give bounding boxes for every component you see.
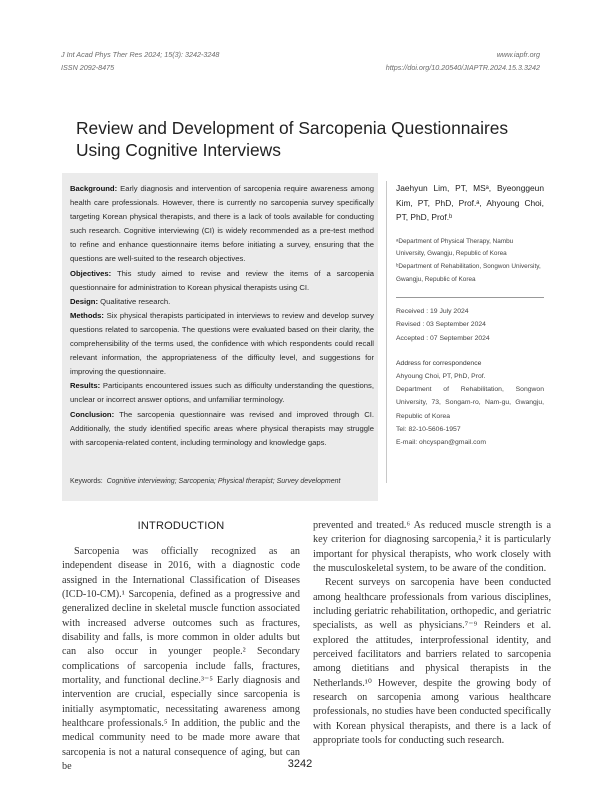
conclusion-label: Conclusion: [70, 409, 115, 419]
paragraph: Sarcopenia was officially recognized as an independent disease in 2016, with a diagnostic code assigned in the International Classification of Diseases (ICD-10-CM).¹ Sarcopenia, defined as a progressive and generalized decline in skeletal muscle function associated with increased adverse outcomes such as fractures, disability and falls, is more common in older adults but can also occur in younger people.² Secondary complications of sarcopenia include falls, fractures, mortality, and functional decline.³⁻⁵ Early diagnosis and intervention are crucial, especially since sarcopenia is initially asymptomatic, necessitating awareness among healthcare professionals.⁵ In addition, the public and the medical community need to be made more aware that sarcopenia is not a natural consequence of aging, but can be [62, 546, 300, 773]
doi-link[interactable]: https://doi.org/10.20540/JIAPTR.2024.15.3.3242 [385, 62, 540, 72]
received-date: Received : 19 July 2024 [396, 307, 469, 315]
website-link[interactable]: www.iapfr.org [496, 50, 540, 59]
title-line-2: Using Cognitive Interviews [76, 140, 281, 160]
body-column-right [313, 519, 551, 749]
page-number: 3242 [287, 758, 313, 770]
issn: ISSN 2092-8475 [61, 62, 115, 72]
abstract-box [62, 173, 378, 501]
abstract-background: Background: Early diagnosis and intervention of sarcopenia require awareness among health care professionals. However, there is currently no sarcopenia survey specifically targeting Korean physical therapists, and there is a lack of tools available for conducting such research. Cognitive interviewing (CI) is widely recommended as a pre-test method to refine and enhance questionnaire items before initiating a survey, ensuring that the questions are well-suited to the research objectives. [70, 184, 374, 264]
accepted-date: Accepted : 07 September 2024 [396, 334, 490, 342]
body-column-left [62, 545, 300, 775]
affiliations [396, 236, 544, 287]
correspondence-block [396, 370, 544, 449]
correspondence-tel: Tel: 82-10-5606-1957 [396, 425, 461, 433]
abstract-design: Design: Qualitative research. [70, 296, 171, 306]
correspondence-address: Department of Rehabilitation, Songwon University, 73, Songam-ro, Nam-gu, Gwangju, Republic of Korea [396, 386, 544, 420]
sidebar-divider [386, 181, 387, 483]
affiliation-a: ᵃDepartment of Physical Therapy, Nambu University, Gwangju, Republic of Korea [396, 237, 514, 258]
methods-label: Methods: [70, 310, 104, 320]
objectives-label: Objectives: [70, 268, 112, 278]
affiliation-b: ᵇDepartment of Rehabilitation, Songwon University, Gwangju, Republic of Korea [396, 263, 541, 283]
article-dates [396, 305, 544, 345]
keywords-label: Keywords: [70, 478, 103, 485]
correspondence-email[interactable]: E-mail: ohcyspan@gmail.com [396, 438, 487, 446]
keywords [70, 478, 370, 485]
abstract-methods: Methods: Six physical therapists participated in interviews to review and develop survey questions related to sarcopenia. The questions were evaluated based on their clarity, the comprehensibility of the terms used, the confidence with which respondents could recall relevant information, the appropriateness of the difficulty level, and suggestions for improving the questionnaire. [70, 310, 374, 377]
journal-links [386, 49, 540, 74]
paragraph: prevented and treated.⁶ As reduced muscle strength is a key criterion for diagnosing sarcopenia,² it is particularly important for physical therapists, who work closely with the musculoskeletal system, to be aware of the condition. [313, 520, 551, 575]
abstract-objectives: Objectives: This study aimed to revise and review the items of a sarcopenia questionnaire for administration to Korean physical therapists using CI. [70, 268, 374, 292]
abstract-conclusion: Conclusion: The sarcopenia questionnaire was revised and improved through CI. Additionally, the study identified specific areas where physical therapists may struggle with sarcopenia-related content, including terminology and knowledge gaps. [70, 409, 374, 447]
author-sidebar [396, 181, 544, 449]
article-title [76, 117, 546, 161]
design-label: Design: [70, 296, 99, 306]
correspondence-name: Ahyoung Choi, PT, PhD, Prof. [396, 372, 486, 380]
journal-citation [61, 49, 219, 74]
background-label: Background: [70, 184, 118, 193]
journal-line: J Int Acad Phys Ther Res 2024; 15(3): 3242-3248 [61, 50, 220, 59]
author-list: Jaehyun Lim, PT, MSᵃ, Byeonggeun Kim, PT, PhD, Prof.ᵃ, Ahyoung Choi, PT, PhD, Prof.ᵇ [396, 183, 544, 222]
divider [396, 297, 544, 298]
abstract-results: Results: Participants encountered issues such as difficulty understanding the questions, unclear or incorrect answer options, and unfamiliar terminology. [70, 381, 374, 405]
section-heading-introduction: INTRODUCTION [137, 520, 225, 532]
revised-date: Revised : 03 September 2024 [396, 321, 486, 329]
keywords-text: Cognitive interviewing; Sarcopenia; Physical therapist; Survey development [106, 478, 341, 485]
paragraph: Recent surveys on sarcopenia have been conducted among healthcare professionals from various disciplines, including geriatric rehabilitation, orthopedic, and geriatric specialists, as well as physicians.⁷⁻⁹ Reinders et al. explored the attitudes, interprofessional identity, and perceived facilitators and barriers related to sarcopenia among dietitians and physical therapists in the Netherlands.¹⁰ However, despite the growing body of research on sarcopenia among various healthcare professionals, no studies have been conducted specifically with Korean physical therapists, and there is a lack of appropriate tools for conducting such research. [313, 577, 551, 747]
title-line-1: Review and Development of Sarcopenia Questionnaires [76, 118, 509, 138]
results-label: Results: [70, 381, 101, 391]
correspondence-heading: Address for correspondence [396, 359, 482, 367]
